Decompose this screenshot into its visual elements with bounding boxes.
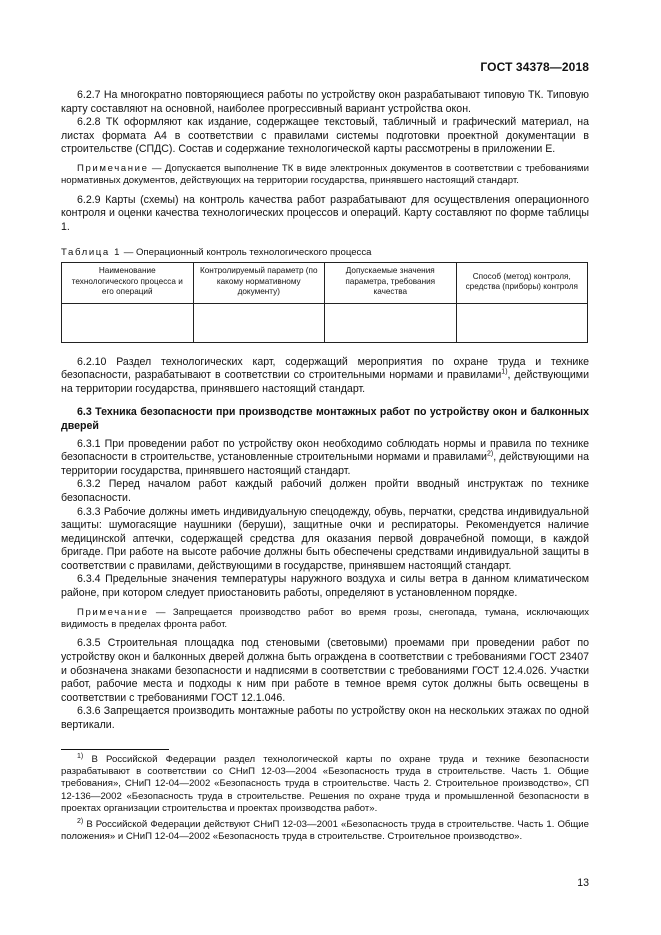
note-1-label: Примечание (77, 162, 149, 174)
note-2 (61, 607, 589, 632)
footnote-ref-2[interactable]: 2) (486, 450, 494, 458)
paragraph-6-3-1 (61, 438, 589, 479)
paragraph-6-2-9: 6.2.9 Карты (схемы) на контроль качества работ разрабатывают для осуществления операционного контроля и оценки качества технологических процессов и операций. Карту составляют по форме таблицы 1. (61, 193, 589, 233)
paragraph-6-3-2: 6.3.2 Перед началом работ каждый рабочий должен пройти вводный инструктаж по технике безопасности. (61, 478, 589, 504)
paragraph-6-3-3: 6.3.3 Рабочие должны иметь индивидуальную спецодежду, обувь, перчатки, средства индивидуальной защиты: шумогасящие наушники (беруши), защитные очки и респираторы. Рекомендуется наличие медицинской аптечки, содержащей средства для оказания первой доврачебной помощи, в каждой бригаде. При работе на высоте рабочие должны быть обеспечены средствами индивидуальной защиты в соответствии с правилами, действующими в государстве, принявшем настоящий стандарт. (61, 505, 589, 572)
table-header-cell: Способ (метод) контроля, средства (приборы) контроля (456, 262, 588, 303)
paragraph-6-2-8: 6.2.8 ТК оформляют как издание, содержащее текстовый, табличный и графический материал, на листах формата А4 в соответствии с правилами системы подготовки проектной документации в строительстве (СПДС). Состав и содержание технологической карты рассмотрены в приложении Е. (61, 116, 589, 156)
document-header-id: ГОСТ 34378—2018 (480, 60, 589, 74)
footnote-2-text: В Российской Федерации действуют СНиП 12-03—2001 «Безопасность труда в строительстве. Часть 1. Общие положения» и СНиП 12-04—2002 «Безопасность труда в строительстве. Строительное производство». (61, 818, 589, 843)
footnote-1 (61, 754, 589, 816)
document-body (61, 89, 589, 846)
table-cell (193, 303, 325, 342)
table-header-cell: Допускаемые значения параметра, требования качества (325, 262, 457, 303)
table-cell (325, 303, 457, 342)
page-number: 13 (577, 877, 589, 889)
footnote-2 (61, 819, 589, 844)
note-1 (61, 163, 589, 188)
paragraph-6-3-5: 6.3.5 Строительная площадка под стеновыми (световыми) проемами при проведении работ по устройству окон и балконных дверей должна быть ограждена в соответствии с требованиями ГОСТ 23407 и обозначена знаками безопасности и надписями в соответствии с требованиями ГОСТ 12.4.026. Участки работ, рабочие места и подходы к ним при работе в темное время суток должны быть освещены в соответствии с требованиями ГОСТ 12.1.046. (61, 637, 589, 704)
table-1 (61, 262, 588, 343)
table-cell (456, 303, 588, 342)
footnote-1-mark: 1) (77, 752, 84, 760)
table-header-row (62, 262, 588, 303)
footnote-2-mark: 2) (77, 817, 84, 825)
paragraph-6-2-10-text-b: , действующими на территории государства, принявшего настоящий стандарт. (61, 369, 589, 395)
document-page (61, 0, 589, 935)
table-row (62, 303, 588, 342)
paragraph-6-3-1-text-a: 6.3.1 При проведении работ по устройству окон необходимо соблюдать нормы и правила по технике безопасности в строительстве, установленные строительными нормами и правилами (61, 437, 589, 464)
table-header-cell: Наименование технологического процесса и его операций (62, 262, 194, 303)
paragraph-6-3-6: 6.3.6 Запрещается производить монтажные работы по устройству окон на нескольких этажах по одной вертикали. (61, 705, 589, 732)
footnote-divider (61, 749, 169, 750)
table-cell (62, 303, 194, 342)
footnote-ref-1[interactable]: 1) (501, 368, 508, 376)
paragraph-6-3-4: 6.3.4 Предельные значения температуры наружного воздуха и силы ветра в данном климатическом районе, при котором следует приостановить работы, определяют в установленном порядке. (61, 573, 589, 600)
paragraph-6-3-1-text-b: , действующими на территории государства, принявшего настоящий стандарт. (61, 451, 590, 477)
table-1-caption-label: Таблица 1 (61, 246, 122, 258)
footnote-1-text: В Российской Федерации раздел технологической карты по охране труда и технике безопасности разрабатывают в соответствии со СНиП 12-03—2004 «Безопасность труда в строительстве. Часть 1. Общие требования», СНиП 12-04—2002 «Безопасность труда в строительстве. Часть 2. Строительное производство», СП 12-136—2002 «Безопасность труда в строительстве. Решения по охране труда и промышленной безопасности в проектах организации строительства и проектах производства работ». (61, 753, 589, 815)
note-2-label: Примечание (77, 606, 149, 618)
table-1-caption-text: — Операционный контроль технологического процесса (121, 246, 372, 258)
paragraph-6-2-10 (61, 356, 589, 397)
table-1-caption (61, 247, 589, 259)
paragraph-6-2-10-text-a: 6.2.10 Раздел технологических карт, содержащий мероприятия по охране труда и технике безопасности, разрабатывают в соответствии со строительными нормами и правилами (61, 355, 589, 382)
paragraph-6-2-7: 6.2.7 На многократно повторяющиеся работы по устройству окон разрабатывают типовую ТК. Типовую карту составляют на основной, наиболее прогрессивный вариант устройства окон. (61, 89, 589, 115)
table-header-cell: Контролируемый параметр (по какому нормативному документу) (193, 262, 325, 303)
section-heading-6-3: 6.3 Техника безопасности при производстве монтажных работ по устройству окон и балконных дверей (61, 406, 589, 432)
note-1-text: — Допускается выполнение ТК в виде электронных документов в соответствии с требованиями нормативных документов, действующих на территории государства, принявшего настоящий стандарт. (61, 162, 589, 187)
note-2-text: — Запрещается производство работ во время грозы, снегопада, тумана, исключающих видимость в пределах фронта работ. (61, 606, 589, 631)
